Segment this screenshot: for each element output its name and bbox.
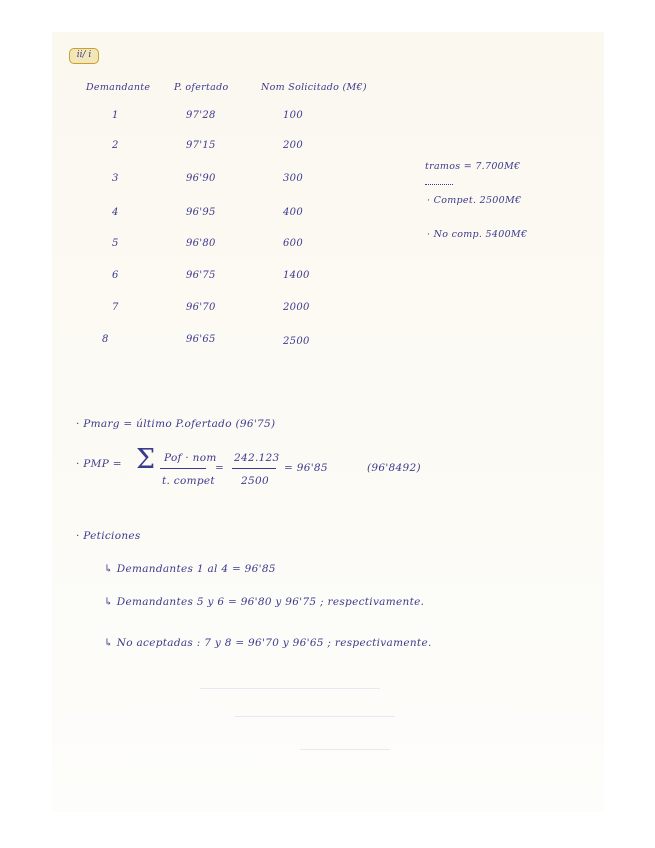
cell-nominal: 400 bbox=[283, 207, 303, 218]
cell-precio: 96'75 bbox=[186, 270, 216, 281]
cell-precio: 96'80 bbox=[186, 238, 216, 249]
peticion-item: ↳ Demandantes 1 al 4 = 96'85 bbox=[104, 563, 276, 575]
cell-demandante: 7 bbox=[112, 302, 119, 313]
cell-nominal: 600 bbox=[283, 238, 303, 249]
cell-precio: 96'65 bbox=[186, 334, 216, 345]
cell-precio: 97'15 bbox=[186, 140, 216, 151]
fraction1-bar bbox=[160, 468, 206, 469]
cell-demandante: 4 bbox=[112, 207, 119, 218]
note-tramos: tramos = 7.700M€ bbox=[425, 161, 521, 172]
pmp-result: = 96'85 bbox=[284, 462, 328, 474]
bleed-through-line bbox=[200, 688, 380, 689]
note-competitivas: · Compet. 2500M€ bbox=[427, 195, 522, 206]
pmp-label: · PMP = bbox=[76, 458, 122, 470]
cell-precio: 97'28 bbox=[186, 110, 216, 121]
peticion-item: ↳ Demandantes 5 y 6 = 96'80 y 96'75 ; respectivamente. bbox=[104, 596, 425, 608]
exercise-tag: ii/ i bbox=[69, 48, 99, 64]
pmp-exact-result: (96'8492) bbox=[367, 462, 421, 474]
bleed-through-line bbox=[300, 749, 390, 750]
cell-nominal: 2500 bbox=[283, 336, 310, 347]
summation-symbol: Σ bbox=[136, 444, 156, 475]
fraction2-numerator: 242.123 bbox=[234, 452, 280, 464]
cell-nominal: 100 bbox=[283, 110, 303, 121]
cell-precio: 96'70 bbox=[186, 302, 216, 313]
cell-nominal: 300 bbox=[283, 173, 303, 184]
cell-nominal: 2000 bbox=[283, 302, 310, 313]
bleed-through-line bbox=[235, 716, 395, 717]
cell-nominal: 1400 bbox=[283, 270, 310, 281]
header-demandante: Demandante bbox=[86, 82, 151, 93]
cell-demandante: 3 bbox=[112, 173, 119, 184]
cell-demandante: 2 bbox=[112, 140, 119, 151]
note-no-competitivas: · No comp. 5400M€ bbox=[427, 229, 528, 240]
cell-demandante: 6 bbox=[112, 270, 119, 281]
cell-nominal: 200 bbox=[283, 140, 303, 151]
pmarg-line: · Pmarg = último P.ofertado (96'75) bbox=[76, 418, 276, 430]
cell-precio: 96'90 bbox=[186, 173, 216, 184]
tramos-underline bbox=[425, 179, 453, 185]
peticiones-title: · Peticiones bbox=[76, 530, 141, 542]
fraction2-denominator: 2500 bbox=[241, 475, 269, 487]
cell-precio: 96'95 bbox=[186, 207, 216, 218]
cell-demandante: 5 bbox=[112, 238, 119, 249]
cell-demandante: 8 bbox=[102, 334, 109, 345]
fraction1-numerator: Pof · nom bbox=[164, 452, 217, 464]
header-nominal-solicitado: Nom Solicitado (M€) bbox=[261, 82, 367, 93]
cell-demandante: 1 bbox=[112, 110, 119, 121]
equals-sign: = bbox=[215, 462, 225, 474]
fraction2-bar bbox=[232, 468, 276, 469]
peticion-item: ↳ No aceptadas : 7 y 8 = 96'70 y 96'65 ; respectivamente. bbox=[104, 637, 432, 649]
header-precio-ofertado: P. ofertado bbox=[174, 82, 229, 93]
fraction1-denominator: t. compet bbox=[162, 475, 215, 487]
